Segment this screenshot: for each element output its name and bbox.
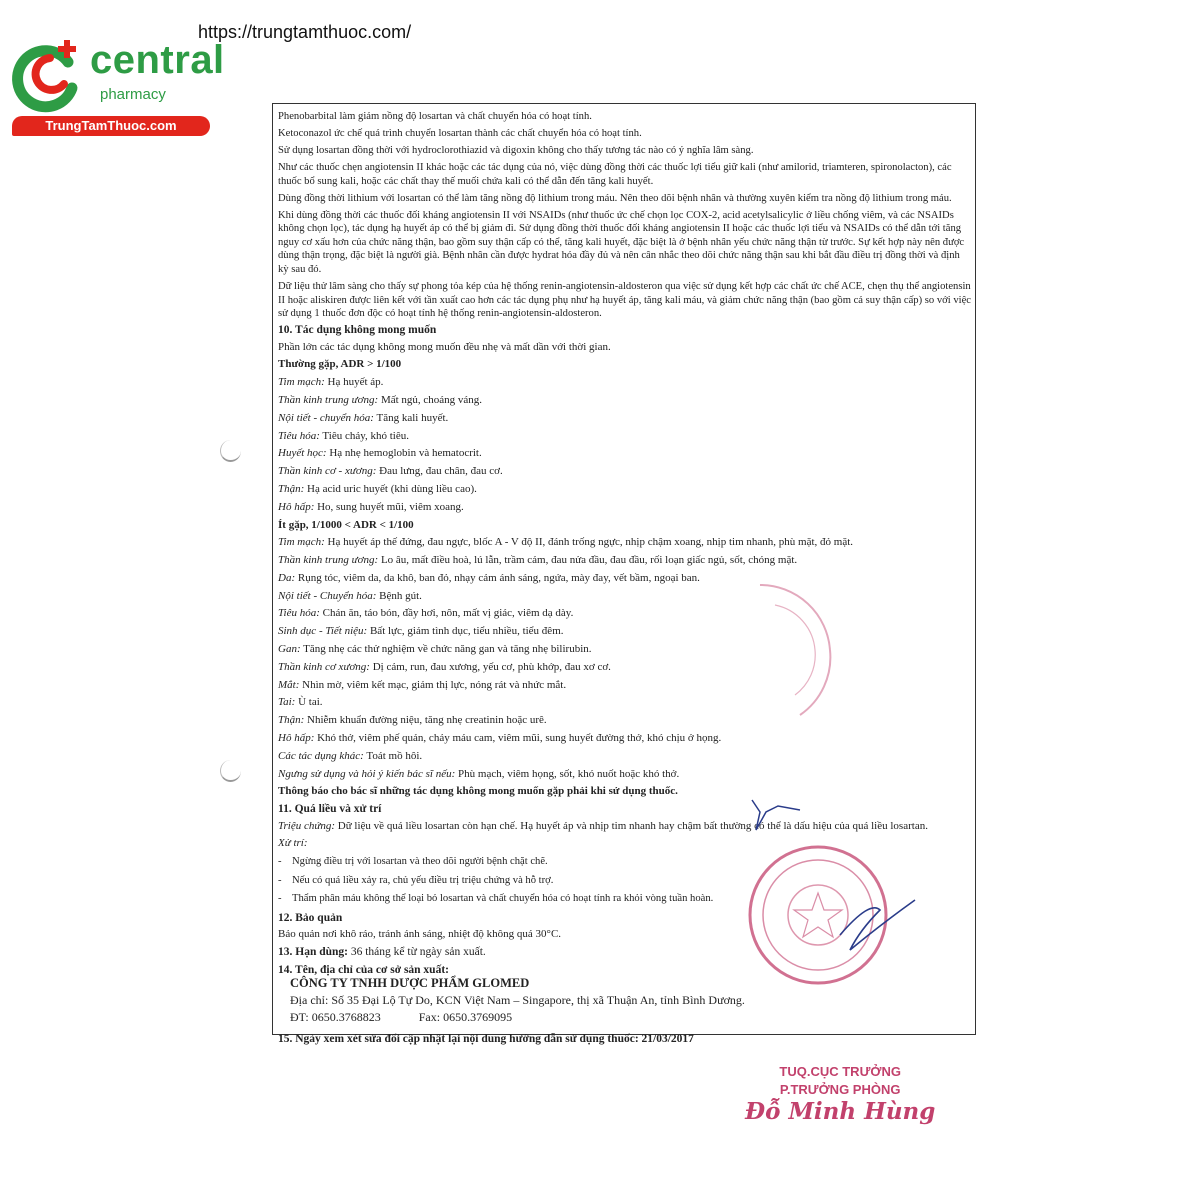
adverse-effect-system: Các tác dụng khác: (278, 749, 364, 762)
adverse-effect-system: Tim mạch: (278, 376, 325, 389)
logo-subtitle: pharmacy (100, 86, 166, 103)
pharmacy-cross-icon (10, 36, 90, 116)
overdose-symptoms (278, 820, 972, 834)
storage-text: Bảo quản nơi khô ráo, tránh ánh sáng, nhiệt độ không quá 30°C. (278, 928, 562, 941)
adverse-effect-system: Thần kinh cơ - xương: (278, 465, 377, 478)
adverse-effect-system: Huyết học: (278, 447, 327, 460)
section-14-title: 14. Tên, địa chỉ của cơ sở sản xuất: (278, 963, 449, 976)
adverse-effect-text: Rụng tóc, viêm da, da khô, ban đỏ, nhạy cảm ánh sáng, ngứa, mày đay, vết bầm, ngoại ban. (295, 571, 700, 584)
adverse-effect-text: Bất lực, giảm tình dục, tiểu nhiều, tiểu đêm. (367, 625, 564, 638)
adverse-effect-row (278, 572, 972, 586)
source-url[interactable]: https://trungtamthuoc.com/ (198, 22, 412, 42)
adverse-effect-text: Mất ngủ, choáng váng. (378, 393, 483, 406)
adverse-effect-system: Tim mạch: (278, 536, 325, 549)
adverse-effect-system: Mắt: (278, 678, 300, 691)
adverse-effect-system: Tai: (278, 696, 296, 709)
symptoms-text: Dữ liệu về quá liều losartan còn hạn chế. Hạ huyết áp và nhịp tim nhanh hay chậm bất thường có thể là dấu hiệu của quá liều losartan. (335, 819, 928, 832)
adverse-effect-row (278, 732, 972, 746)
binder-hole-top (220, 440, 241, 462)
treatment-step (278, 892, 972, 906)
adverse-effect-system: Nội tiết - chuyển hóa: (278, 411, 374, 424)
section-12-title: 12. Bảo quản (278, 911, 343, 924)
adverse-effect-system: Hô hấp: (278, 500, 315, 513)
section-15 (278, 1033, 972, 1047)
adverse-effect-system: Sinh dục - Tiết niệu: (278, 625, 368, 638)
adverse-effect-text: Tăng kali huyết. (373, 411, 449, 424)
symptoms-label: Triệu chứng: (278, 819, 336, 832)
adverse-effect-row (278, 696, 972, 710)
interaction-paragraph: Khi dùng đồng thời các thuốc đối kháng angiotensin II với NSAIDs (như thuốc ức chế chọn lọc COX-2, acid acetylsalicylic ở liều chống viêm, và các NSAIDs không chọn lọc), tác dụng hạ huyết áp có thể bị giảm đi. Sử dụng đồng thời thuốc đối kháng angiotensin II hoặc các thuốc lợi tiểu và NSAIDs có thể dẫn tới tăng nguy cơ xấu hơn của chức năng thận, bao gồm suy thận cấp có thể, tăng kali huyết, đặc biệt là ở bệnh nhân yếu chức năng thận từ trước. Sự kết hợp này nên được dùng thận trọng, đặc biệt là người già. Bệnh nhân cần được hydrat hóa đầy đủ và nên cân nhắc theo dõi chức năng thận sau khi bắt đầu điều trị đồng thời và định kỳ sau đó. (278, 209, 965, 275)
adverse-effect-system: Gan: (278, 642, 301, 655)
adverse-effect-row (278, 643, 972, 657)
adverse-effect-text: Hạ acid uric huyết (khi dùng liều cao). (304, 482, 477, 495)
adverse-effect-text: Hạ huyết áp thế đứng, đau ngực, blốc A - V độ II, đánh trống ngực, nhịp chậm xoang, nhịp tim nhanh, phù mặt, đỏ mặt. (324, 536, 854, 549)
section-10-intro: Phần lớn các tác dụng không mong muốn đều nhẹ và mất dần với thời gian. (278, 340, 611, 353)
adverse-effect-row (278, 501, 972, 515)
adverse-effect-system: Tiêu hóa: (278, 607, 320, 620)
adverse-effect-system: Thận: (278, 714, 305, 727)
dash-mark: - (278, 893, 282, 905)
treatment-step-text: Thẩm phân máu không thể loại bỏ losartan và chất chuyển hóa có hoạt tính ra khỏi vòng tuần hoàn. (292, 893, 714, 905)
adverse-effect-system: Nội tiết - Chuyển hóa: (278, 589, 377, 602)
manufacturer-address: Địa chỉ: Số 35 Đại Lộ Tự Do, KCN Việt Nam – Singapore, thị xã Thuận An, tỉnh Bình Dương. (290, 993, 745, 1008)
treatment-step-text: Nếu có quá liều xảy ra, chủ yếu điều trị triệu chứng và hỗ trợ. (292, 874, 554, 886)
shelf-life-text: 36 tháng kể từ ngày sản xuất. (347, 945, 486, 958)
approval-signature-block (745, 1063, 936, 1125)
logo-site-banner: TrungTamThuoc.com (12, 116, 210, 136)
section-13-title: 13. Hạn dùng: (278, 945, 348, 958)
adverse-effect-system: Da: (278, 571, 296, 584)
uncommon-effects-list (278, 536, 972, 781)
adverse-effect-row (278, 412, 972, 426)
interaction-paragraph: Như các thuốc chẹn angiotensin II khác hoặc các tác dụng của nó, việc dùng đồng thời các thuốc lợi tiểu giữ kali (như amilorid, triamteren, spironolacton), các thuốc bổ sung kali, hoặc các chất thay thế muối chứa kali có thể dẫn đến tăng kali huyết. (278, 162, 952, 187)
section-11-title: 11. Quá liều và xử trí (278, 803, 382, 816)
adverse-effect-row (278, 768, 972, 782)
phone-number: ĐT: 0650.3768823 (290, 1010, 381, 1025)
adverse-effect-row (278, 447, 972, 461)
section-10-title: 10. Tác dụng không mong muốn (278, 324, 437, 337)
treatment-step (278, 855, 972, 869)
adverse-effect-text: Lo âu, mất điều hoà, lú lẫn, trầm cảm, đau nửa đầu, đau đầu, rối loạn giấc ngủ, sốt, chóng mặt. (378, 554, 798, 566)
manufacturer-name: CÔNG TY TNHH DƯỢC PHẨM GLOMED (290, 976, 530, 991)
treatment-step (278, 874, 972, 888)
adverse-effect-row (278, 607, 972, 621)
adverse-effect-text: Toát mồ hôi. (363, 749, 423, 762)
adverse-effect-text: Nhiễm khuẩn đường niệu, tăng nhẹ creatinin hoặc urê. (304, 714, 547, 727)
adverse-effect-system: Thần kinh trung ương: (278, 393, 379, 406)
adverse-effect-text: Hạ huyết áp. (324, 376, 384, 389)
adverse-effect-system: Thận: (278, 482, 305, 495)
adverse-effect-text: Nhìn mờ, viêm kết mạc, giảm thị lực, nóng rát và nhức mắt. (299, 678, 567, 691)
adverse-effect-text: Ù tai. (295, 696, 323, 709)
adverse-effect-row (278, 483, 972, 497)
dash-mark: - (278, 874, 282, 886)
adverse-effect-text: Tiêu chảy, khó tiêu. (319, 429, 409, 442)
interaction-paragraph: Phenobarbital làm giảm nồng độ losartan và chất chuyển hóa có hoạt tính. (278, 111, 592, 122)
manufacturer-contact (278, 1011, 972, 1025)
adverse-effect-row (278, 661, 972, 675)
signature-title-1: TUQ.CỤC TRƯỞNG (779, 1064, 901, 1079)
adverse-effect-row (278, 714, 972, 728)
fax-number: Fax: 0650.3769095 (418, 1010, 513, 1025)
dash-mark: - (278, 856, 282, 868)
adverse-effect-system: Ngưng sử dụng và hỏi ý kiến bác sĩ nếu: (278, 767, 456, 780)
binder-hole-bottom (220, 760, 241, 782)
signature-title-2: P.TRƯỞNG PHÒNG (779, 1082, 901, 1097)
logo-wordmark: central (90, 38, 225, 82)
adverse-effect-text: Dị cảm, run, đau xương, yếu cơ, phù khớp, đau xơ cơ. (369, 660, 611, 673)
common-effects-list (278, 376, 972, 514)
doctor-notice: Thông báo cho bác sĩ những tác dụng không mong muốn gặp phải khi sử dụng thuốc. (278, 785, 678, 798)
adverse-effect-row (278, 430, 972, 444)
adverse-effect-row (278, 394, 972, 408)
central-pharmacy-logo[interactable] (8, 36, 223, 136)
adverse-effect-row (278, 536, 972, 550)
adverse-effect-row (278, 679, 972, 693)
adverse-effect-text: Đau lưng, đau chân, đau cơ. (376, 465, 503, 478)
adverse-effect-text: Hạ nhẹ hemoglobin và hematocrit. (326, 447, 482, 460)
adverse-effect-system: Thần kinh trung ương: (278, 554, 379, 566)
treatment-label: Xử trí: (278, 837, 308, 850)
adverse-effect-row (278, 554, 972, 568)
adverse-effect-row (278, 376, 972, 390)
signatory-name: Đỗ Minh Hùng (745, 1098, 936, 1125)
interaction-paragraph: Dùng đồng thời lithium với losartan có thể làm tăng nồng độ lithium trong máu. Nên theo dõi bệnh nhân và thường xuyên kiểm tra nồng độ lithium trong máu. (278, 192, 952, 204)
adverse-effect-system: Thần kinh cơ xương: (278, 660, 370, 673)
uncommon-effects-title: Ít gặp, 1/1000 < ADR < 1/100 (278, 518, 414, 531)
adverse-effect-text: Tăng nhẹ các thử nghiệm về chức năng gan và tăng nhẹ bilirubin. (300, 642, 592, 655)
interaction-paragraph: Dữ liệu thử lâm sàng cho thấy sự phong tỏa kép của hệ thống renin-angiotensin-aldosteron qua việc sử dụng kết hợp các chất ức chế ACE, chẹn thụ thể angiotensin II hoặc aliskiren được liên kết với tần xuất cao hơn các tác dụng phụ như hạ huyết áp, tăng kali máu, và giảm chức năng thận (bao gồm cả suy thận cấp) so với việc sử dụng 1 thuốc đơn độc có hoạt tính hệ thống renin-angiotensin-aldosteron. (278, 281, 971, 320)
adverse-effect-system: Hô hấp: (278, 731, 315, 744)
treatment-step-text: Ngừng điều trị với losartan và theo dõi người bệnh chặt chẽ. (292, 856, 548, 868)
revision-date: 21/03/2017 (638, 1032, 694, 1045)
adverse-effect-row (278, 465, 972, 479)
interaction-paragraph: Sử dụng losartan đồng thời với hydroclorothiazid và digoxin không cho thấy tương tác nào có ý nghĩa lâm sàng. (278, 145, 754, 157)
adverse-effect-row (278, 590, 972, 604)
adverse-effect-text: Chán ăn, táo bón, đầy hơi, nôn, mất vị giác, viêm dạ dày. (319, 607, 574, 620)
adverse-effect-text: Bệnh gút. (376, 589, 422, 602)
section-15-title: 15. Ngày xem xét sửa đổi cập nhật lại nội dung hướng dẫn sử dụng thuốc: (278, 1032, 639, 1045)
overdose-treatment-label (278, 837, 972, 851)
adverse-effect-text: Khó thở, viêm phế quản, chảy máu cam, viêm mũi, sung huyết đường thở, khó chịu ở họng. (314, 731, 722, 744)
adverse-effect-system: Tiêu hóa: (278, 429, 320, 442)
common-effects-title: Thường gặp, ADR > 1/100 (278, 358, 402, 371)
adverse-effect-row (278, 625, 972, 639)
interaction-paragraph: Ketoconazol ức chế quá trình chuyển losartan thành các chất chuyển hóa có hoạt tính. (278, 128, 642, 140)
leaflet-content (278, 110, 972, 1049)
adverse-effect-row (278, 750, 972, 764)
adverse-effect-text: Phù mạch, viêm họng, sốt, khó nuốt hoặc khó thở. (455, 767, 680, 780)
adverse-effect-text: Ho, sung huyết mũi, viêm xoang. (314, 500, 464, 513)
section-13 (278, 946, 972, 960)
